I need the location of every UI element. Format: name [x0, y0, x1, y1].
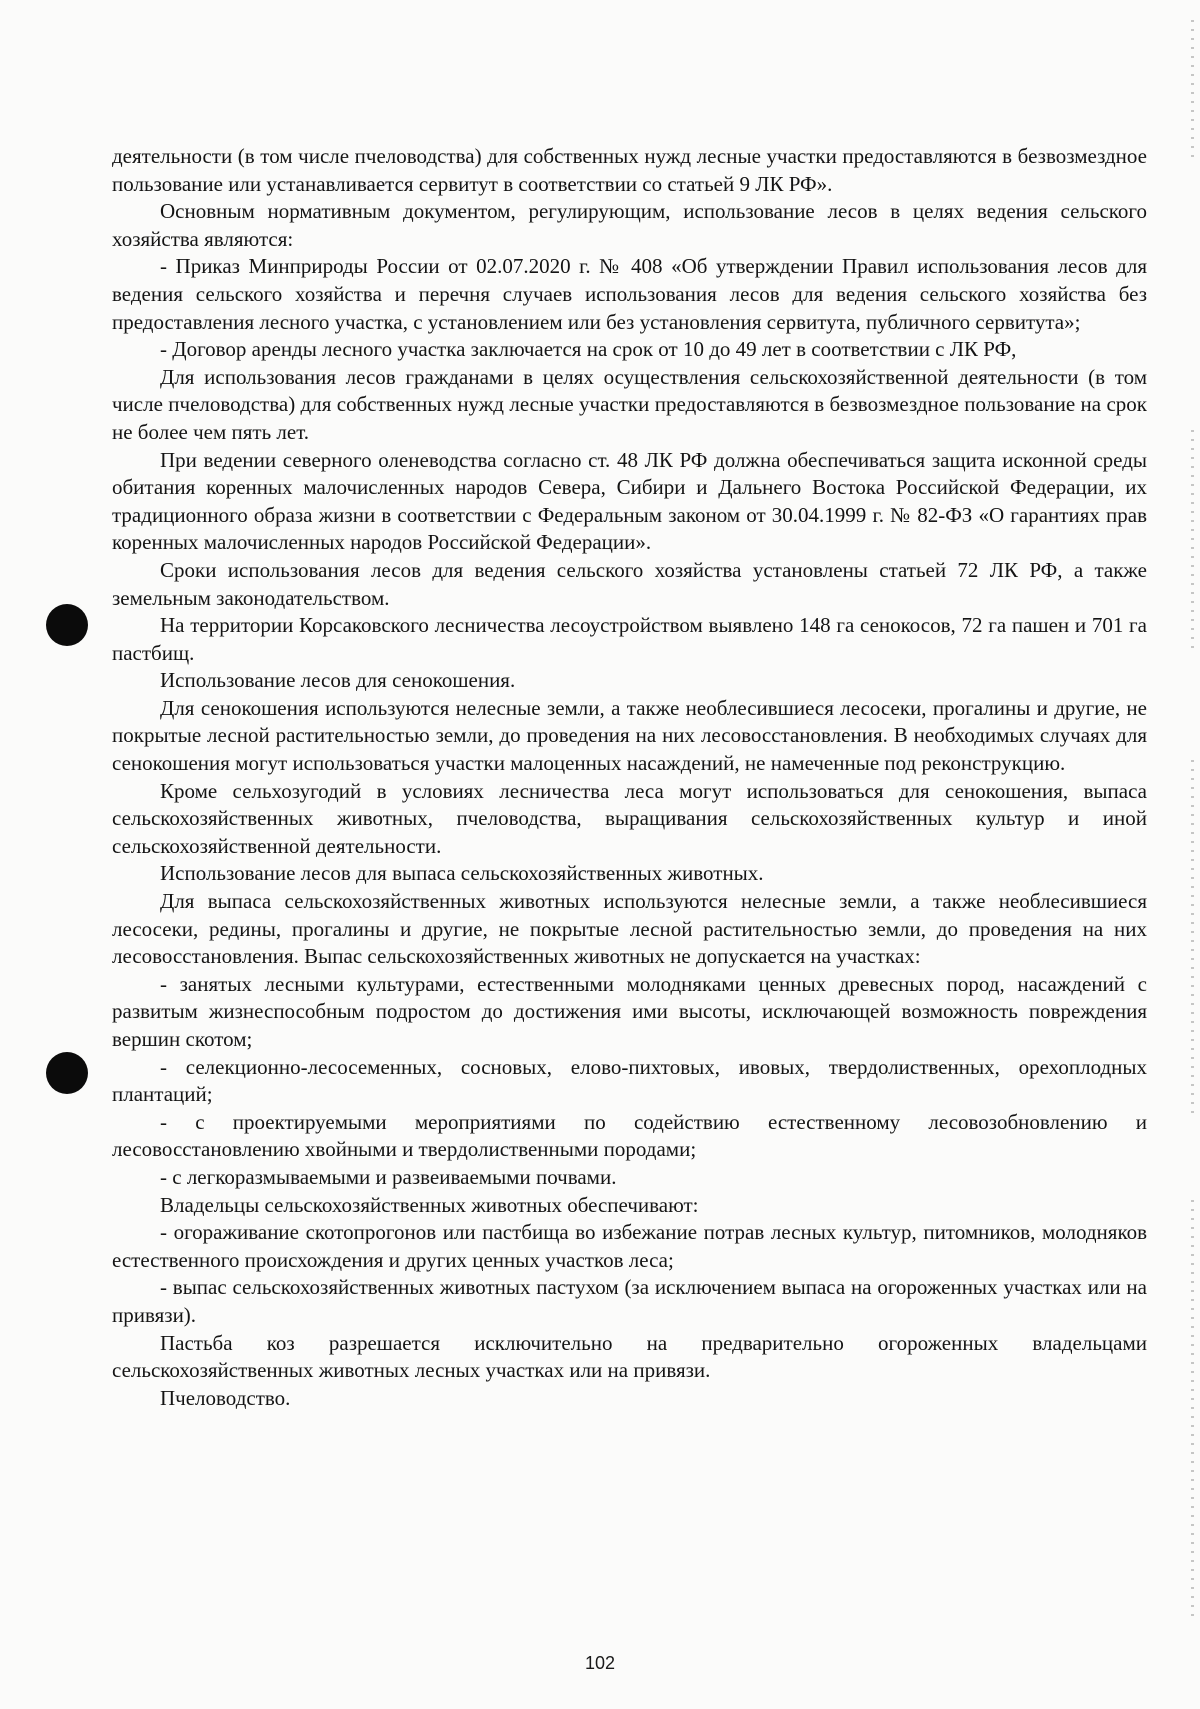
- paragraph: - с проектируемыми мероприятиями по содействию естественному лесовозобновлению и лесовосстановлению хвойными и твердолиственными породами;: [112, 1109, 1147, 1162]
- paragraph: Пчеловодство.: [160, 1385, 291, 1410]
- paragraph: - выпас сельскохозяйственных животных пастухом (за исключением выпаса на огороженных участках или на привязи).: [112, 1275, 1147, 1327]
- document-body: [112, 143, 1147, 1412]
- paragraph: - Договор аренды лесного участка заключается на срок от 10 до 49 лет в соответствии с ЛК РФ,: [160, 337, 1017, 362]
- paragraph: деятельности (в том числе пчеловодства) для собственных нужд лесные участки предоставляются в безвозмездное пользование или устанавливается сервитут в соответствии со статьей 9 ЛК РФ».: [112, 144, 1147, 196]
- paragraph: - занятых лесными культурами, естественными молодняками ценных древесных пород, насаждений с развитым жизнеспособным подростом до достижения ими высоты, исключающей возможность повреждения вершин скотом;: [112, 971, 1147, 1051]
- scan-edge-artifact: [1191, 430, 1194, 650]
- paragraph: На территории Корсаковского лесничества лесоустройством выявлено 148 га сенокосов, 72 га пашен и 701 га пастбищ.: [112, 613, 1147, 665]
- paragraph: Для использования лесов гражданами в целях осуществления сельскохозяйственной деятельности (в том числе пчеловодства) для собственных нужд лесные участки предоставляются в безвозмездное пользование на срок не более чем пять лет.: [112, 364, 1147, 444]
- paragraph: При ведении северного оленеводства согласно ст. 48 ЛК РФ должна обеспечиваться защита исконной среды обитания коренных малочисленных народов Севера, Сибири и Дальнего Востока Российской Федерации, их традиционного образа жизни в соответствии с Федеральным законом от 30.04.1999 г. № 82-ФЗ «О гарантиях прав коренных малочисленных народов Российской Федерации».: [112, 447, 1147, 555]
- scan-edge-artifact: [1191, 760, 1194, 1120]
- scan-edge-artifact: [1191, 1200, 1194, 1620]
- scan-edge-artifact: [1191, 20, 1194, 160]
- paragraph: - Приказ Минприроды России от 02.07.2020 г. № 408 «Об утверждении Правил использования лесов для ведения сельского хозяйства и перечня случаев использования лесов для ведения сельского хозяйства без предоставления лесного участка, с установлением или без установления сервитута, публичного сервитута»;: [112, 254, 1147, 334]
- paragraph: Основным нормативным документом, регулирующим, использование лесов в целях ведения сельского хозяйства являются:: [112, 199, 1147, 251]
- paragraph: - селекционно-лесосеменных, сосновых, елово-пихтовых, ивовых, твердолиственных, орехоплодных плантаций;: [112, 1054, 1147, 1107]
- paragraph: Для выпаса сельскохозяйственных животных используются нелесные земли, а также необлесившиеся лесосеки, редины, прогалины и другие, не покрытые лесной растительностью земли, до проведения на них лесовосстановления. Выпас сельскохозяйственных животных не допускается на участках:: [112, 889, 1147, 969]
- punch-hole-icon: [46, 604, 88, 646]
- paragraph: Кроме сельхозугодий в условиях лесничества леса могут использоваться для сенокошения, выпаса сельскохозяйственных животных, пчеловодства, выращивания сельскохозяйственных культур и иной сельскохозяйственной деятельности.: [112, 778, 1147, 858]
- paragraph: - огораживание скотопрогонов или пастбища во избежание потрав лесных культур, питомников, молодняков естественного происхождения и других ценных участков леса;: [112, 1220, 1147, 1272]
- paragraph: Пастьба коз разрешается исключительно на предварительно огороженных владельцами сельскохозяйственных животных лесных участках или на привязи.: [112, 1330, 1147, 1383]
- paragraph: - с легкоразмываемыми и развеиваемыми почвами.: [160, 1164, 617, 1189]
- paragraph: Использование лесов для сенокошения.: [160, 668, 516, 693]
- paragraph: Использование лесов для выпаса сельскохозяйственных животных.: [160, 861, 764, 886]
- punch-hole-icon: [46, 1052, 88, 1094]
- paragraph: Владельцы сельскохозяйственных животных обеспечивают:: [160, 1192, 699, 1217]
- page-number: 102: [584, 1653, 616, 1673]
- paragraph: Для сенокошения используются нелесные земли, а также необлесившиеся лесосеки, прогалины и другие, не покрытые лесной растительностью земли, до проведения на них лесовосстановления. В необходимых случаях для сенокошения могут использоваться участки малоценных насаждений, не намеченные под реконструкцию.: [112, 695, 1147, 776]
- paragraph: Сроки использования лесов для ведения сельского хозяйства установлены статьей 72 ЛК РФ, а также земельным законодательством.: [112, 557, 1147, 610]
